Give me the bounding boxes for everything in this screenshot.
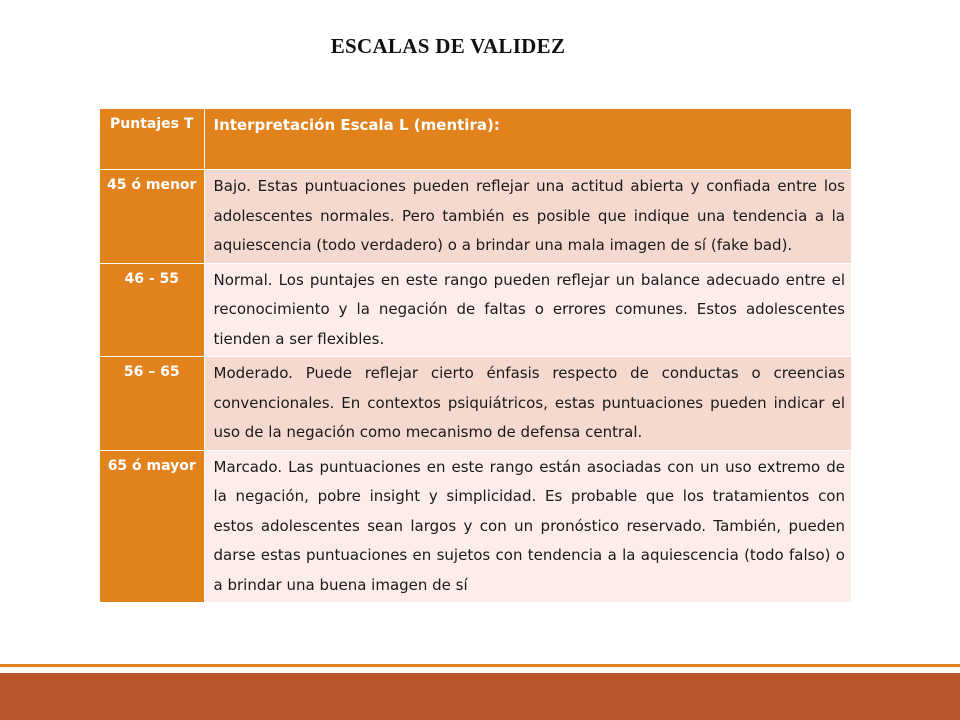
header-scores-label: Puntajes T [110, 116, 194, 132]
table-row [100, 357, 851, 451]
interpretation-text: Bajo. Estas puntuaciones pueden reflejar una actitud abierta y confiada entre los adolescentes normales. Pero también es posible que indique una tendencia a la aquiescencia (todo verdadero) o a brindar una mala imagen de sí (fake bad). [204, 170, 851, 264]
footer-bar [0, 673, 960, 720]
score-range-cell [100, 170, 204, 264]
table-row [100, 263, 851, 357]
interpretation-text: Marcado. Las puntuaciones en este rango están asociadas con un uso extremo de la negación, pobre insight y simplicidad. Es probable que los tratamientos con estos adolescentes sean largos y con un pronóstico reservado. También, pueden darse estas puntuaciones en sujetos con tendencia a la aquiescencia (todo falso) o a brindar una buena imagen de sí [204, 450, 851, 603]
validity-scale-table [100, 109, 851, 603]
score-range: 65 ó mayor [107, 457, 196, 474]
interpretation-text: Moderado. Puede reflejar cierto énfasis respecto de conductas o creencias convencionales. En contextos psiquiátricos, estas puntuaciones pueden indicar el uso de la negación como mecanismo de defensa central. [204, 357, 851, 451]
score-range-cell [100, 357, 204, 451]
table-row [100, 170, 851, 264]
score-range: 56 – 65 [123, 364, 180, 380]
score-range-cell [100, 450, 204, 603]
score-range: 46 - 55 [124, 270, 180, 287]
footer-accent-line [0, 664, 960, 667]
score-range-cell [100, 263, 204, 357]
table-row [100, 450, 851, 603]
header-interpretation: Interpretación Escala L (mentira): [204, 109, 851, 170]
score-range: 45 ó menor [107, 177, 197, 193]
table-header-row [100, 109, 851, 170]
header-scores [100, 109, 204, 170]
slide-title: ESCALAS DE VALIDEZ [330, 34, 566, 58]
interpretation-text: Normal. Los puntajes en este rango pueden reflejar un balance adecuado entre el reconocimiento y la negación de faltas o errores comunes. Estos adolescentes tienden a ser flexibles. [204, 263, 851, 357]
